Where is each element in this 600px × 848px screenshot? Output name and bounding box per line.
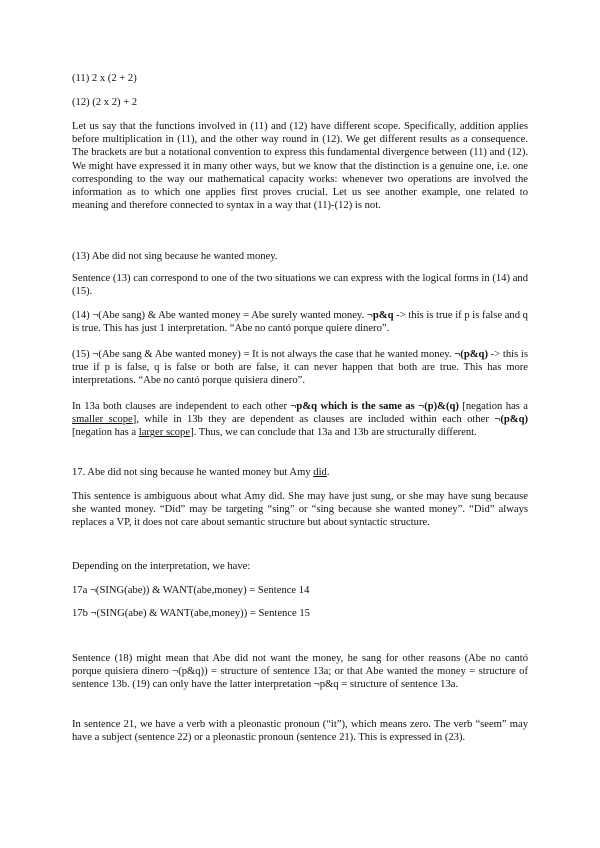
13ab-text-1: In 13a both clauses are independent to each other <box>72 401 291 412</box>
example-14-text: (14) ¬(Abe sang) & Abe wanted money = Abe surely wanted money. <box>72 310 367 321</box>
example-17a: 17a ¬(SING(abe)) & WANT(abe,money) = Sentence 14 <box>72 585 310 596</box>
example-14-gloss: -> this is true if p is false and q is true. This has just 1 interpretation. “Abe no cantó porque quiere dinero”. <box>72 310 528 335</box>
13ab-text-3: ], while in 13b they are dependent as clauses are included within each other <box>132 414 495 426</box>
example-14 <box>72 309 528 335</box>
example-15-text: (15) ¬(Abe sang & Abe wanted money) = It is not always the case that he wanted money. <box>72 349 455 360</box>
example-17 <box>72 466 528 479</box>
example-11: (11) 2 x (2 + 2) <box>72 73 137 84</box>
example-17-end: . <box>326 467 330 478</box>
sentence-18-paragraph: Sentence (18) might mean that Abe did not want the money, he sang for other reasons (Abe no cantó porque quisiera dinero ¬(p&q)) = structure of sentence 13a; or that Abe wanted the money = structure of sentence 13b. (19) can only have the latter interpretation ¬p&q = structure of sentence 13a. <box>72 653 528 691</box>
example-15 <box>72 348 528 388</box>
example-15-formula: ¬(p&q) <box>454 349 488 360</box>
13a-13b-paragraph <box>72 400 528 440</box>
13ab-formula-1: ¬p&q which is the same as ¬(p)&(q) <box>290 401 459 412</box>
sentence-21-paragraph: In sentence 21, we have a verb with a pleonastic pronoun (“it”), which means zero. The verb “seem” may have a subject (sentence 22) or a pleonastic pronoun (sentence 21). This is expressed in (23). <box>72 719 528 744</box>
13ab-underline-2: larger scope <box>138 427 191 439</box>
ambiguous-paragraph: This sentence is ambiguous about what Amy did. She may have just sung, or she may have sung because she wanted money. “Did” may be targeting “sing” or “sing because she wanted money”. “Did” always replaces a VP, it does not care about semantic structure but about syntactic structure. <box>72 491 528 529</box>
scope-paragraph: Let us say that the functions involved in (11) and (12) have different scope. Specifically, addition applies before multiplication in (11), and the other way round in (12). We get different results as a consequence. The brackets are but a notational convention to express this fundamental divergence between (11) and (12). We might have expressed it in many other ways, but we know that the distinction is a genuine one, i.e. one corresponding to the way our mathematical capacity works: whenever two operations are involved the information as to which one applies first proves crucial. Let us see another example, one related to meaning and therefore connected to syntax in a way that (11)-(12) is not. <box>72 121 528 212</box>
depending-line: Depending on the interpretation, we have: <box>72 561 251 572</box>
example-14-formula: ¬p&q <box>366 310 394 321</box>
example-17-underline: did <box>313 467 327 478</box>
13ab-underline-1: smaller scope <box>72 414 133 426</box>
13ab-formula-2: ¬(p&q) <box>494 414 528 426</box>
sentence-13-paragraph: Sentence (13) can correspond to one of the two situations we can express with the logical forms in (14) and (15). <box>72 273 528 298</box>
example-12: (12) (2 x 2) + 2 <box>72 97 138 108</box>
13ab-text-5: ]. Thus, we can conclude that 13a and 13b are structurally different. <box>190 427 477 439</box>
13ab-text-2: [negation has a <box>458 401 528 412</box>
example-17-text: 17. Abe did not sing because he wanted money but Amy <box>72 467 314 478</box>
example-15-gloss: -> this is true if p is false, q is false or both are false, it can never happen that both are true. This has more interpretations. “Abe no cantó porque quisiera dinero”. <box>72 349 528 387</box>
example-17b: 17b ¬(SING(abe) & WANT(abe,money)) = Sentence 15 <box>72 608 310 619</box>
example-13: (13) Abe did not sing because he wanted money. <box>72 251 278 262</box>
13ab-text-4: [negation has a <box>72 427 139 439</box>
